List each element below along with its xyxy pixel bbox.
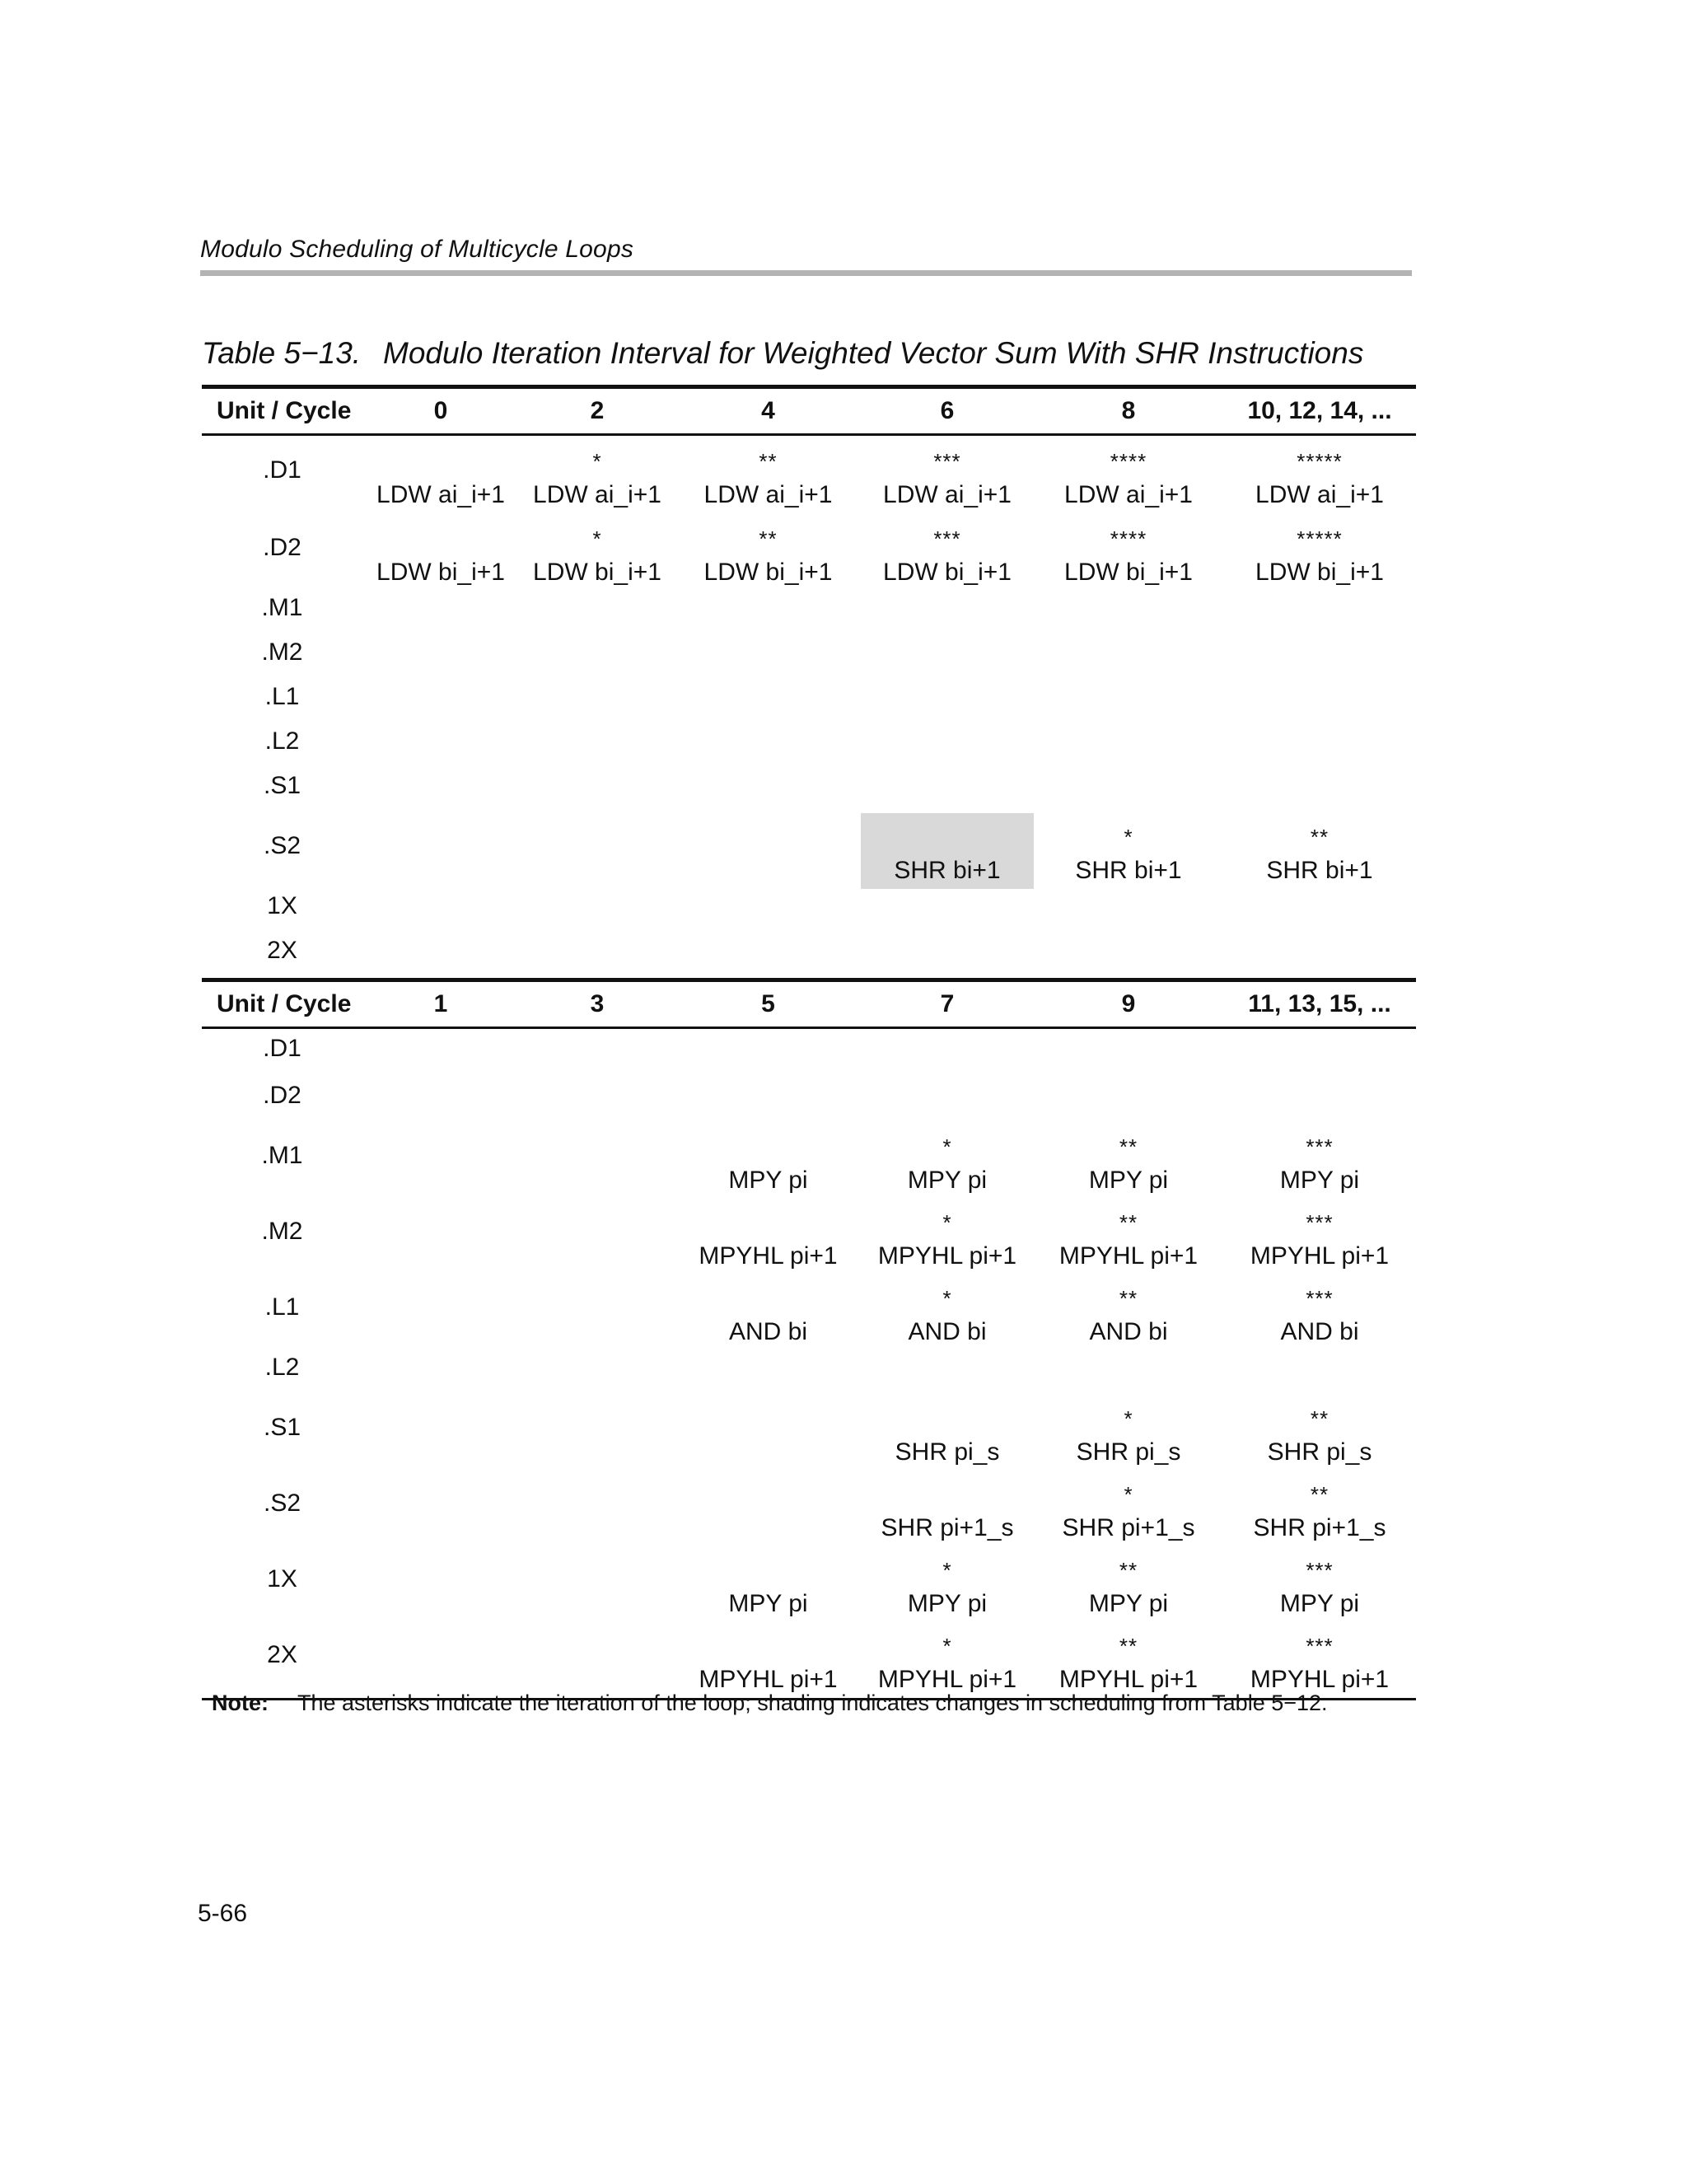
unit-label: 1X [267, 1565, 297, 1592]
table-row [202, 1395, 1416, 1471]
instruction-text: MPYHL pi+1 [699, 1666, 838, 1693]
schedule-cell [1223, 635, 1416, 680]
schedule-cell [362, 591, 519, 635]
iteration-asterisks: *** [1306, 1286, 1334, 1311]
instruction-text: MPYHL pi+1 [1250, 1242, 1390, 1270]
instruction-text: SHR pi+1_s [881, 1514, 1014, 1541]
iteration-asterisks: * [592, 449, 602, 474]
schedule-cell [1223, 1395, 1416, 1471]
schedule-cell [362, 435, 519, 516]
iteration-asterisks: ** [1119, 1558, 1138, 1583]
instruction-text: SHR pi_s [1267, 1438, 1372, 1466]
schedule-cell [519, 1078, 675, 1123]
instruction-text: MPY pi [728, 1590, 808, 1617]
schedule-cell [675, 1395, 861, 1471]
schedule-cell [1034, 1622, 1223, 1700]
iteration-asterisks: *** [1306, 1558, 1334, 1583]
schedule-cell [1034, 435, 1223, 516]
table-row [202, 1028, 1416, 1079]
schedule-cell [1223, 591, 1416, 635]
schedule-cell [675, 680, 861, 724]
iteration-asterisks: ***** [1297, 449, 1343, 474]
schedule-cell [519, 1350, 675, 1395]
page-number: 5-66 [198, 1900, 248, 1927]
instruction-text: MPY pi [1279, 1167, 1360, 1194]
schedule-cell [362, 1546, 519, 1622]
iteration-asterisks: * [942, 1210, 952, 1235]
unit-label: .D2 [263, 1082, 301, 1109]
schedule-cell [519, 1471, 675, 1546]
schedule-cell [362, 1028, 519, 1079]
table-row [202, 1471, 1416, 1546]
schedule-cell [861, 1199, 1034, 1274]
iteration-asterisks: * [942, 1558, 952, 1583]
schedule-cell [1034, 1274, 1223, 1350]
schedule-cell [675, 591, 861, 635]
schedule-cell [1223, 1471, 1416, 1546]
unit-cell [202, 1471, 362, 1546]
unit-cell [202, 813, 362, 889]
iteration-asterisks: *** [1306, 1134, 1334, 1159]
instruction-text: LDW bi_i+1 [883, 559, 1012, 586]
schedule-cell [675, 1546, 861, 1622]
schedule-cell [362, 724, 519, 769]
schedule-cell [1034, 680, 1223, 724]
header-row [202, 387, 1416, 435]
unit-label: .S1 [263, 772, 301, 799]
unit-label: .S1 [263, 1414, 301, 1441]
column-header-cycle: 10, 12, 14, ... [1223, 387, 1416, 435]
table-caption [202, 336, 1363, 371]
instruction-text: LDW ai_i+1 [1255, 481, 1384, 508]
instruction-text: SHR bi+1 [1266, 857, 1373, 884]
unit-label: 2X [267, 937, 297, 964]
unit-cell [202, 680, 362, 724]
schedule-cell [362, 1350, 519, 1395]
schedule-cell [1034, 1350, 1223, 1395]
schedule-cell [1223, 769, 1416, 813]
schedule-cell [861, 1078, 1034, 1123]
schedule-cell [362, 889, 519, 933]
table-row [202, 515, 1416, 591]
schedule-cell [1034, 724, 1223, 769]
schedule-cell [675, 933, 861, 980]
unit-cell [202, 635, 362, 680]
instruction-text: SHR bi+1 [894, 857, 1001, 884]
schedule-cell [1034, 515, 1223, 591]
instruction-text: MPYHL pi+1 [877, 1666, 1017, 1693]
schedule-cell [675, 1471, 861, 1546]
iteration-asterisks: ** [759, 449, 778, 474]
schedule-cell [861, 1028, 1034, 1079]
table-note [212, 1691, 1328, 1716]
table-row [202, 813, 1416, 889]
schedule-cell [362, 1199, 519, 1274]
schedule-cell [1223, 1350, 1416, 1395]
instruction-text: AND bi [728, 1318, 808, 1345]
table-row [202, 1274, 1416, 1350]
schedule-cell [861, 1123, 1034, 1199]
schedule-cell [519, 1274, 675, 1350]
schedule-cell [1223, 813, 1416, 889]
table-row [202, 591, 1416, 635]
instruction-text: SHR bi+1 [1075, 857, 1182, 884]
column-header-cycle: 1 [362, 980, 519, 1028]
table-row [202, 889, 1416, 933]
schedule-cell [675, 724, 861, 769]
schedule-cell [519, 724, 675, 769]
instruction-text: LDW bi_i+1 [1255, 559, 1384, 586]
schedule-cell [362, 1274, 519, 1350]
schedule-cell [861, 1350, 1034, 1395]
unit-cell [202, 1123, 362, 1199]
schedule-cell [519, 769, 675, 813]
unit-label: .M1 [261, 594, 303, 621]
schedule-cell [519, 1395, 675, 1471]
unit-label: .L1 [264, 1293, 300, 1321]
schedule-cell [1034, 591, 1223, 635]
schedule-cell [1223, 435, 1416, 516]
table-row [202, 1622, 1416, 1700]
column-header-cycle: 5 [675, 980, 861, 1028]
schedule-cell [861, 1471, 1034, 1546]
iteration-asterisks: ** [759, 526, 778, 551]
schedule-cell [519, 680, 675, 724]
unit-cell [202, 1274, 362, 1350]
column-header-cycle: 8 [1034, 387, 1223, 435]
schedule-cell [1223, 1622, 1416, 1700]
iteration-asterisks: *** [1306, 1634, 1334, 1658]
column-header-cycle: 11, 13, 15, ... [1223, 980, 1416, 1028]
unit-cell [202, 1078, 362, 1123]
schedule-cell [675, 1028, 861, 1079]
schedule-cell [1223, 933, 1416, 980]
column-header-cycle: 2 [519, 387, 675, 435]
instruction-text: LDW ai_i+1 [533, 481, 661, 508]
table-row [202, 680, 1416, 724]
unit-cell [202, 591, 362, 635]
schedule-cell [675, 1078, 861, 1123]
unit-cell [202, 1622, 362, 1700]
schedule-cell [861, 1622, 1034, 1700]
schedule-cell [519, 515, 675, 591]
table-row [202, 769, 1416, 813]
schedule-cell [519, 1546, 675, 1622]
instruction-text: SHR pi_s [895, 1438, 1000, 1466]
instruction-text: MPYHL pi+1 [877, 1242, 1017, 1270]
unit-cell [202, 724, 362, 769]
table-row [202, 933, 1416, 980]
instruction-text: AND bi [1089, 1318, 1168, 1345]
unit-cell [202, 1395, 362, 1471]
unit-label: .D2 [263, 534, 301, 561]
schedule-cell [1223, 1274, 1416, 1350]
instruction-text: MPYHL pi+1 [699, 1242, 838, 1270]
unit-label: .M2 [261, 1218, 303, 1245]
table-row [202, 435, 1416, 516]
iteration-asterisks: *** [933, 449, 961, 474]
note-text: The asterisks indicate the iteration of the loop; shading indicates changes in scheduling from Table 5−12. [297, 1691, 1328, 1715]
unit-label: .D1 [263, 1035, 301, 1062]
instruction-text: AND bi [908, 1318, 987, 1345]
instruction-text: SHR pi+1_s [1062, 1514, 1195, 1541]
schedule-cell [1034, 1028, 1223, 1079]
unit-cell [202, 889, 362, 933]
column-header-unit-cycle: Unit / Cycle [202, 980, 362, 1028]
iteration-asterisks: ** [1119, 1210, 1138, 1235]
unit-label: .L2 [264, 727, 300, 755]
instruction-text: LDW bi_i+1 [376, 559, 505, 586]
instruction-text: LDW ai_i+1 [883, 481, 1012, 508]
schedule-cell [861, 933, 1034, 980]
schedule-cell [861, 889, 1034, 933]
schedule-cell [675, 889, 861, 933]
schedule-cell [675, 1350, 861, 1395]
schedule-cell [861, 1395, 1034, 1471]
schedule-cell [675, 635, 861, 680]
unit-label: 2X [267, 1641, 297, 1668]
instruction-text: MPYHL pi+1 [1058, 1666, 1199, 1693]
column-header-cycle: 7 [861, 980, 1034, 1028]
instruction-text: MPY pi [1088, 1590, 1169, 1617]
instruction-text: MPY pi [1088, 1167, 1169, 1194]
schedule-cell [362, 515, 519, 591]
unit-cell [202, 515, 362, 591]
schedule-cell [861, 635, 1034, 680]
iteration-asterisks: ** [1310, 1482, 1330, 1507]
schedule-cell [362, 1395, 519, 1471]
schedule-table [202, 385, 1416, 1700]
unit-label: .S2 [263, 832, 301, 859]
table-row [202, 1078, 1416, 1123]
schedule-cell [675, 1274, 861, 1350]
column-header-cycle: 4 [675, 387, 861, 435]
schedule-cell [519, 1199, 675, 1274]
schedule-cell [362, 1123, 519, 1199]
schedule-cell [1223, 1028, 1416, 1079]
unit-cell [202, 1028, 362, 1079]
instruction-text: AND bi [1280, 1318, 1359, 1345]
table-row [202, 635, 1416, 680]
unit-label: .S2 [263, 1490, 301, 1517]
header-rule [200, 270, 1412, 276]
unit-cell [202, 1350, 362, 1395]
unit-label: .D1 [263, 456, 301, 484]
schedule-cell [861, 435, 1034, 516]
running-header: Modulo Scheduling of Multicycle Loops [200, 236, 634, 263]
schedule-cell [675, 813, 861, 889]
iteration-asterisks: * [942, 1286, 952, 1311]
unit-cell [202, 933, 362, 980]
instruction-text: LDW ai_i+1 [703, 481, 833, 508]
schedule-cell [362, 813, 519, 889]
schedule-cell [362, 1622, 519, 1700]
schedule-cell [861, 1274, 1034, 1350]
column-header-cycle: 6 [861, 387, 1034, 435]
iteration-asterisks: ** [1119, 1286, 1138, 1311]
iteration-asterisks: * [1124, 1406, 1133, 1431]
schedule-cell [1034, 635, 1223, 680]
iteration-asterisks: * [1124, 1482, 1133, 1507]
column-header-unit-cycle: Unit / Cycle [202, 387, 362, 435]
instruction-text: LDW ai_i+1 [376, 481, 505, 508]
schedule-cell [519, 1123, 675, 1199]
column-header-cycle: 0 [362, 387, 519, 435]
unit-cell [202, 435, 362, 516]
schedule-cell [861, 591, 1034, 635]
instruction-text: LDW bi_i+1 [1064, 559, 1193, 586]
schedule-cell [1223, 680, 1416, 724]
table-row [202, 1546, 1416, 1622]
schedule-cell [362, 1078, 519, 1123]
schedule-cell [675, 515, 861, 591]
table-title: Modulo Iteration Interval for Weighted Vector Sum With SHR Instructions [383, 336, 1364, 370]
schedule-cell [1223, 1546, 1416, 1622]
table-row [202, 1350, 1416, 1395]
iteration-asterisks: *** [933, 526, 961, 551]
schedule-cell [1034, 1199, 1223, 1274]
schedule-cell [1034, 889, 1223, 933]
unit-label: 1X [267, 892, 297, 919]
schedule-cell [861, 680, 1034, 724]
unit-label: .M1 [261, 1142, 303, 1169]
instruction-text: LDW bi_i+1 [703, 559, 833, 586]
iteration-asterisks: *** [1306, 1210, 1334, 1235]
schedule-cell [519, 889, 675, 933]
schedule-cell [519, 1028, 675, 1079]
iteration-asterisks: **** [1110, 449, 1147, 474]
unit-label: .L1 [264, 683, 300, 710]
schedule-cell [675, 1622, 861, 1700]
instruction-text: SHR pi+1_s [1253, 1514, 1386, 1541]
schedule-cell [519, 813, 675, 889]
schedule-cell [1034, 813, 1223, 889]
iteration-asterisks: * [942, 1634, 952, 1658]
unit-label: .L2 [264, 1354, 300, 1381]
schedule-cell [1034, 769, 1223, 813]
schedule-cell [1034, 1078, 1223, 1123]
unit-cell [202, 769, 362, 813]
table-number: Table 5−13. [202, 336, 362, 370]
schedule-cell [675, 435, 861, 516]
iteration-asterisks: ** [1310, 825, 1330, 849]
schedule-cell [675, 1199, 861, 1274]
instruction-text: MPY pi [1279, 1590, 1360, 1617]
schedule-cell [1223, 1199, 1416, 1274]
unit-cell [202, 1199, 362, 1274]
table-row [202, 724, 1416, 769]
iteration-asterisks: ***** [1297, 526, 1343, 551]
iteration-asterisks: * [592, 526, 602, 551]
schedule-cell [362, 635, 519, 680]
note-label: Note: [212, 1691, 269, 1715]
schedule-cell [1223, 1123, 1416, 1199]
schedule-cell [1034, 933, 1223, 980]
schedule-cell [861, 769, 1034, 813]
schedule-cell [519, 933, 675, 980]
schedule-cell [861, 515, 1034, 591]
instruction-text: LDW bi_i+1 [533, 559, 661, 586]
schedule-cell [519, 1622, 675, 1700]
schedule-cell [362, 1471, 519, 1546]
column-header-cycle: 9 [1034, 980, 1223, 1028]
header-row [202, 980, 1416, 1028]
schedule-cell [1223, 724, 1416, 769]
table-row [202, 1199, 1416, 1274]
iteration-asterisks: ** [1310, 1406, 1330, 1431]
iteration-asterisks: ** [1119, 1134, 1138, 1159]
iteration-asterisks: **** [1110, 526, 1147, 551]
schedule-cell [675, 1123, 861, 1199]
table-row [202, 1123, 1416, 1199]
instruction-text: SHR pi_s [1076, 1438, 1181, 1466]
iteration-asterisks: * [942, 1134, 952, 1159]
schedule-cell [362, 769, 519, 813]
unit-label: .M2 [261, 638, 303, 666]
schedule-cell [1034, 1471, 1223, 1546]
schedule-cell-shaded [861, 813, 1034, 889]
schedule-cell [519, 591, 675, 635]
instruction-text: MPY pi [907, 1590, 988, 1617]
iteration-asterisks: ** [1119, 1634, 1138, 1658]
instruction-text: MPY pi [907, 1167, 988, 1194]
schedule-cell [1034, 1546, 1223, 1622]
instruction-text: MPYHL pi+1 [1058, 1242, 1199, 1270]
instruction-text: MPY pi [728, 1167, 808, 1194]
schedule-cell [1034, 1123, 1223, 1199]
schedule-cell [861, 1546, 1034, 1622]
iteration-asterisks: * [1124, 825, 1133, 849]
schedule-cell [675, 769, 861, 813]
schedule-cell [362, 680, 519, 724]
unit-cell [202, 1546, 362, 1622]
column-header-cycle: 3 [519, 980, 675, 1028]
schedule-cell [1223, 1078, 1416, 1123]
schedule-cell [1223, 889, 1416, 933]
instruction-text: MPYHL pi+1 [1250, 1666, 1390, 1693]
schedule-cell [1034, 1395, 1223, 1471]
schedule-cell [861, 724, 1034, 769]
schedule-cell [519, 435, 675, 516]
schedule-cell [362, 933, 519, 980]
schedule-cell [1223, 515, 1416, 591]
instruction-text: LDW ai_i+1 [1064, 481, 1193, 508]
schedule-cell [519, 635, 675, 680]
